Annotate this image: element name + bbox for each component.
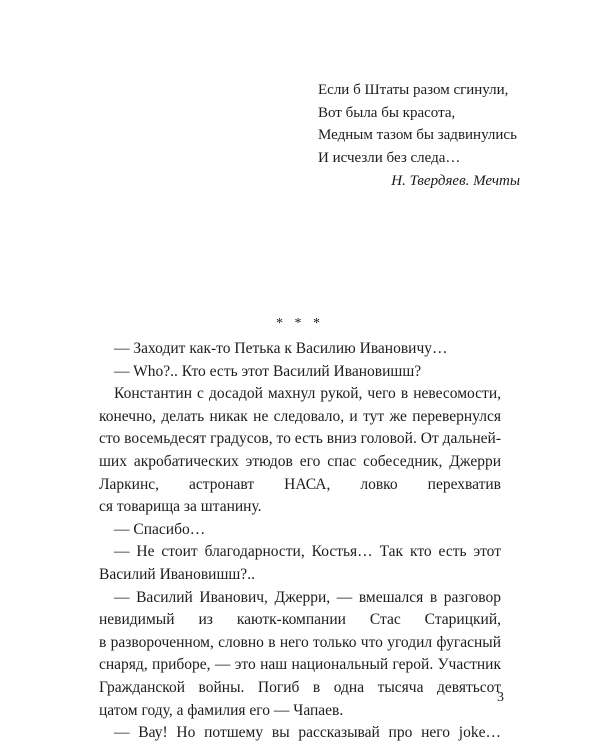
text-line: снаряд, приборе, — это наш национальный герой. Участник: [99, 656, 501, 674]
text-line: — Не стоит благодарности, Костья… Так кто есть этот: [114, 543, 501, 561]
text-line: — Вау! Но потшему вы рассказывай про него joke…: [114, 724, 501, 742]
text-line: — Who?.. Кто есть этот Василий Ивановишш?: [114, 362, 422, 380]
epigraph-attribution: Н. Твердяев. Мечты: [391, 173, 520, 190]
text-line: — Спасибо…: [114, 520, 206, 538]
body-text: [99, 338, 501, 745]
epigraph-line: И исчезли без следа…: [318, 149, 461, 166]
text-line: ся товарища за штанину.: [99, 498, 262, 516]
section-separator: * * *: [276, 316, 324, 331]
epigraph-line: Вот была бы красота,: [318, 104, 456, 121]
text-line: Ларкинс, астронавт НАСА, ловко перехватив: [99, 475, 501, 493]
epigraph-line: Медным тазом бы задвинулись: [318, 127, 517, 144]
text-line: цатом году, а фамилия его — Чапаев.: [99, 701, 344, 719]
text-line: конечно, делать никак не следовало, и тут же перевернулся: [99, 407, 501, 425]
text-line: невидимый из каютк-компании Стас Старицкий,: [99, 611, 501, 629]
text-line: Константин с досадой махнул рукой, чего в невесомости,: [114, 385, 501, 403]
text-line: ших акробатических этюдов его спас собеседник, Джерри: [99, 452, 501, 470]
epigraph-line: Если б Штаты разом сгинули,: [318, 82, 509, 98]
text-line: Гражданской войны. Погиб в одна тысяча девятьсот: [99, 678, 501, 696]
text-line: — Заходит как-то Петька к Василию Ивановичу…: [114, 340, 448, 357]
text-line: — Василий Иванович, Джерри, — вмешался в разговор: [114, 588, 501, 606]
text-line: сто восемьдесят градусов, то есть вниз головой. От дальней-: [99, 430, 501, 448]
text-line: Василий Ивановишш?..: [99, 565, 255, 583]
text-line: в развороченном, словно в него только что угодил фугасный: [99, 633, 501, 651]
epigraph: [318, 79, 518, 192]
page-number: 3: [497, 690, 504, 705]
